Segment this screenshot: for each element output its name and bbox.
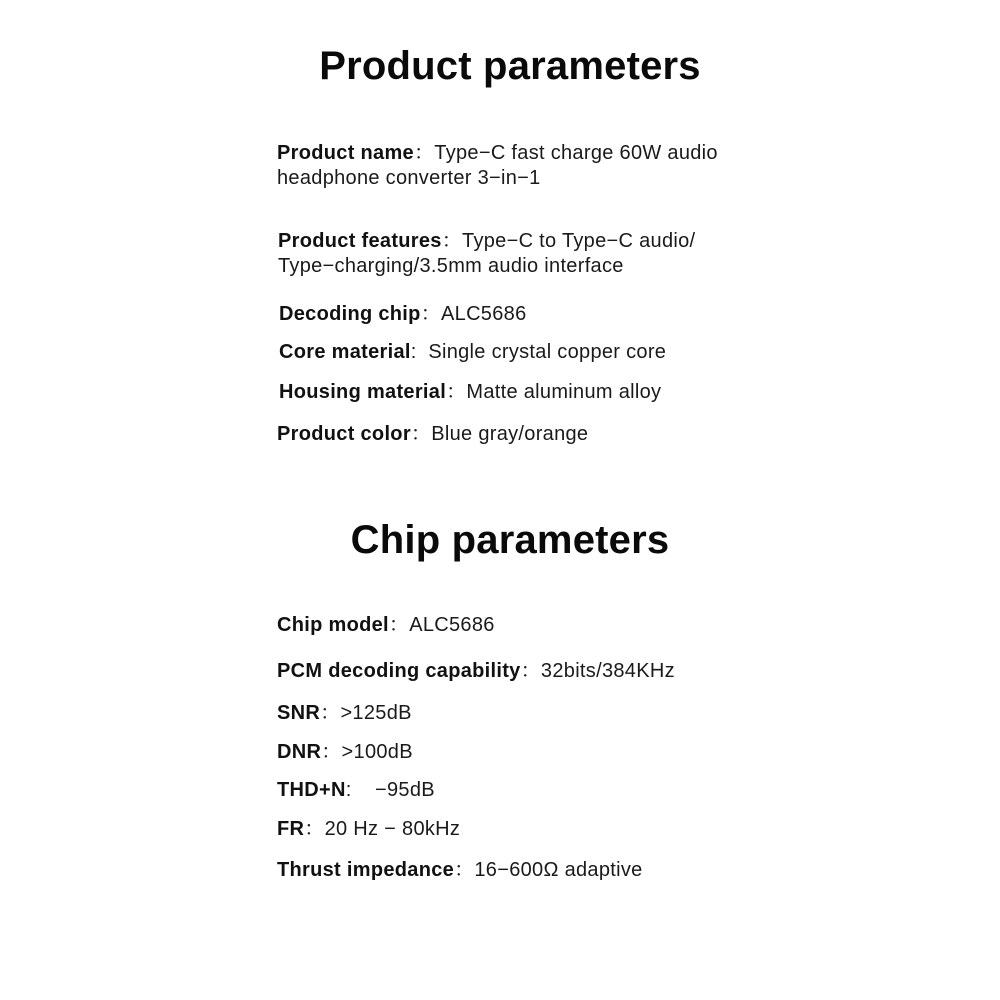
dnr-row (277, 740, 413, 765)
separator: ： (320, 702, 341, 724)
separator: ： (446, 381, 467, 403)
decoding-chip-label: Decoding chip (279, 303, 421, 325)
chip-parameters-heading: Chip parameters (350, 518, 670, 562)
snr-value: >125dB (340, 702, 412, 724)
product-features-label: Product features (278, 230, 442, 252)
separator: ： (520, 660, 541, 682)
separator: ： (413, 142, 435, 164)
product-color-value: Blue gray/orange (431, 423, 589, 445)
product-features-row (278, 229, 798, 279)
chip-model-row (277, 613, 495, 638)
thrust-impedance-label: Thrust impedance (277, 859, 455, 881)
thrust-impedance-row (277, 858, 643, 883)
separator: ： (441, 230, 463, 252)
dnr-label: DNR (277, 741, 322, 763)
frequency-response-row (277, 817, 460, 842)
separator: ： (420, 303, 441, 325)
pcm-decoding-row (277, 659, 675, 684)
product-name-row (277, 141, 797, 191)
housing-material-value: Matte aluminum alloy (466, 381, 662, 403)
pcm-decoding-label: PCM decoding capability (277, 660, 521, 682)
frequency-response-value: 20 Hz − 80kHz (324, 818, 461, 840)
decoding-chip-value: ALC5686 (441, 303, 527, 325)
product-color-label: Product color (277, 423, 411, 445)
product-features-value: Type−C to Type−C audio/ Type−charging/3.5mm audio interface (278, 230, 696, 277)
separator: : (345, 779, 376, 801)
core-material-label: Core material (279, 341, 411, 363)
separator: ： (410, 423, 432, 445)
frequency-response-label: FR (277, 818, 305, 840)
product-parameters-heading: Product parameters (319, 44, 701, 88)
product-color-row (277, 422, 588, 447)
snr-row (277, 701, 412, 726)
chip-model-value: ALC5686 (409, 614, 495, 636)
separator: ： (388, 614, 410, 636)
decoding-chip-row (279, 302, 527, 327)
dnr-value: >100dB (341, 741, 413, 763)
snr-label: SNR (277, 702, 321, 724)
thd-n-value: −95dB (375, 779, 435, 801)
pcm-decoding-value: 32bits/384KHz (540, 660, 675, 682)
thrust-impedance-value: 16−600Ω adaptive (474, 859, 643, 881)
separator: ： (454, 859, 475, 881)
separator: : (410, 341, 429, 363)
separator: ： (321, 741, 342, 763)
product-name-label: Product name (277, 142, 414, 164)
core-material-value: Single crystal copper core (428, 341, 667, 363)
chip-model-label: Chip model (277, 614, 389, 636)
core-material-row (279, 340, 666, 365)
housing-material-label: Housing material (279, 381, 447, 403)
separator: ： (304, 818, 325, 840)
housing-material-row (279, 380, 661, 405)
thd-n-label: THD+N (277, 779, 346, 801)
thd-n-row (277, 778, 435, 803)
product-name-value: Type−C fast charge 60W audio headphone converter 3−in−1 (277, 142, 718, 189)
